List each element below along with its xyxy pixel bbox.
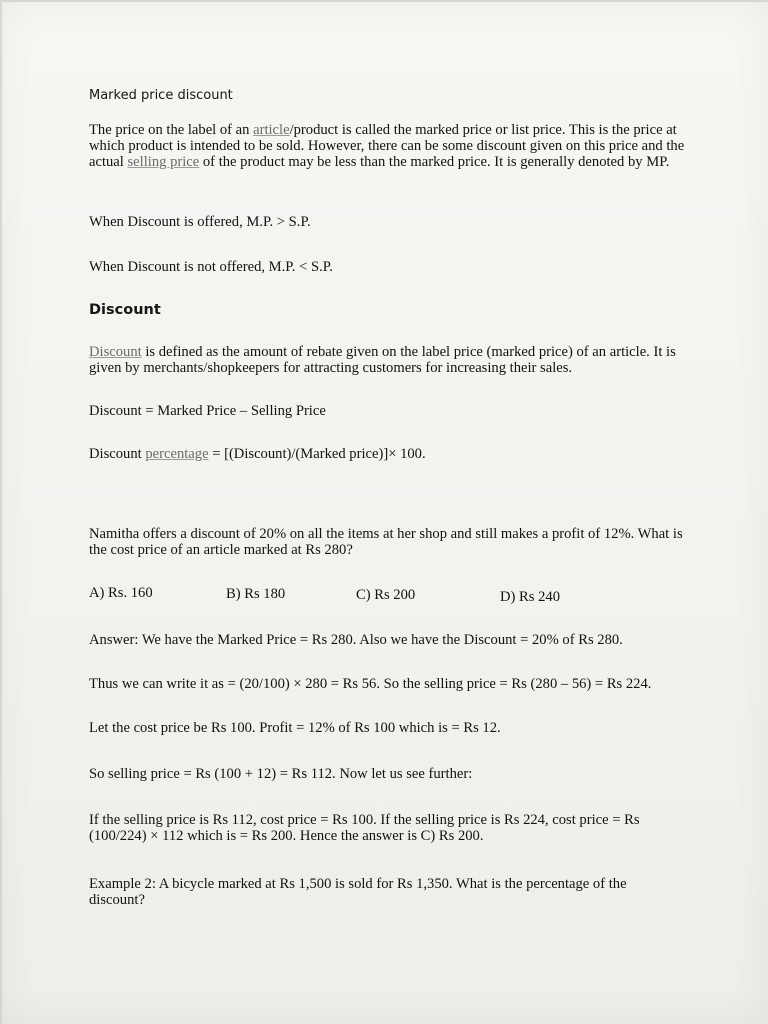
solution-step-4: So selling price = Rs (100 + 12) = Rs 112. Now let us see further: [89,766,473,782]
paragraph-marked-price-definition [89,122,689,170]
link-article[interactable]: article [253,122,290,138]
discount-percentage-formula [89,446,426,463]
option-c: C) Rs 200 [356,587,416,603]
section-title-discount: Discount [89,302,161,318]
solution-step-3: Let the cost price be Rs 100. Profit = 12% of Rs 100 which is = Rs 12. [89,720,501,736]
text-span: /product is called the marked price or list price. This is the price at which product is intended to be sold. However, there can be some discount given on this price and the actual [89,122,685,170]
page-left-edge [0,0,3,1024]
discount-formula: Discount = Marked Price – Selling Price [89,403,326,419]
question-text: Namitha offers a discount of 20% on all the items at her shop and still makes a profit of 12%. What is the cost price of an article marked at Rs 280? [89,526,683,558]
text-span: = [(Discount)/(Marked price)]× 100. [208,446,426,462]
option-d: D) Rs 240 [500,589,560,605]
text-span: The price on the label of an [89,122,254,138]
solution-step-5: If the selling price is Rs 112, cost price = Rs 100. If the selling price is Rs 224, cost price = Rs (100/224) × 112 which is = Rs 200. Hence the answer is C) Rs 200. [89,812,640,844]
text-span: of the product may be less than the marked price. It is generally denoted by MP. [199,154,670,170]
example-2-text: Example 2: A bicycle marked at Rs 1,500 is sold for Rs 1,350. What is the percentage of the discount? [89,876,627,908]
solution-step-2: Thus we can write it as = (20/100) × 280 = Rs 56. So the selling price = Rs (280 – 56) = Rs 224. [89,676,652,692]
option-b: B) Rs 180 [226,586,286,602]
text-span: is defined as the amount of rebate given on the label price (marked price) of an article. It is given by merchants/shopkeepers for attracting customers for increasing their sales. [89,344,676,376]
page-top-edge [0,0,768,2]
link-selling-price[interactable]: selling price [127,154,200,170]
discount-not-offered-line: When Discount is not offered, M.P. < S.P. [89,259,333,275]
text-span: Discount [89,446,146,462]
section-title-marked-price-discount: Marked price discount [89,88,233,103]
link-discount[interactable]: Discount [89,344,142,360]
link-percentage[interactable]: percentage [145,446,209,462]
solution-step-1: Answer: We have the Marked Price = Rs 280. Also we have the Discount = 20% of Rs 280. [89,632,623,648]
discount-offered-line: When Discount is offered, M.P. > S.P. [89,214,311,230]
paragraph-discount-definition [89,344,689,376]
option-a: A) Rs. 160 [89,585,153,601]
